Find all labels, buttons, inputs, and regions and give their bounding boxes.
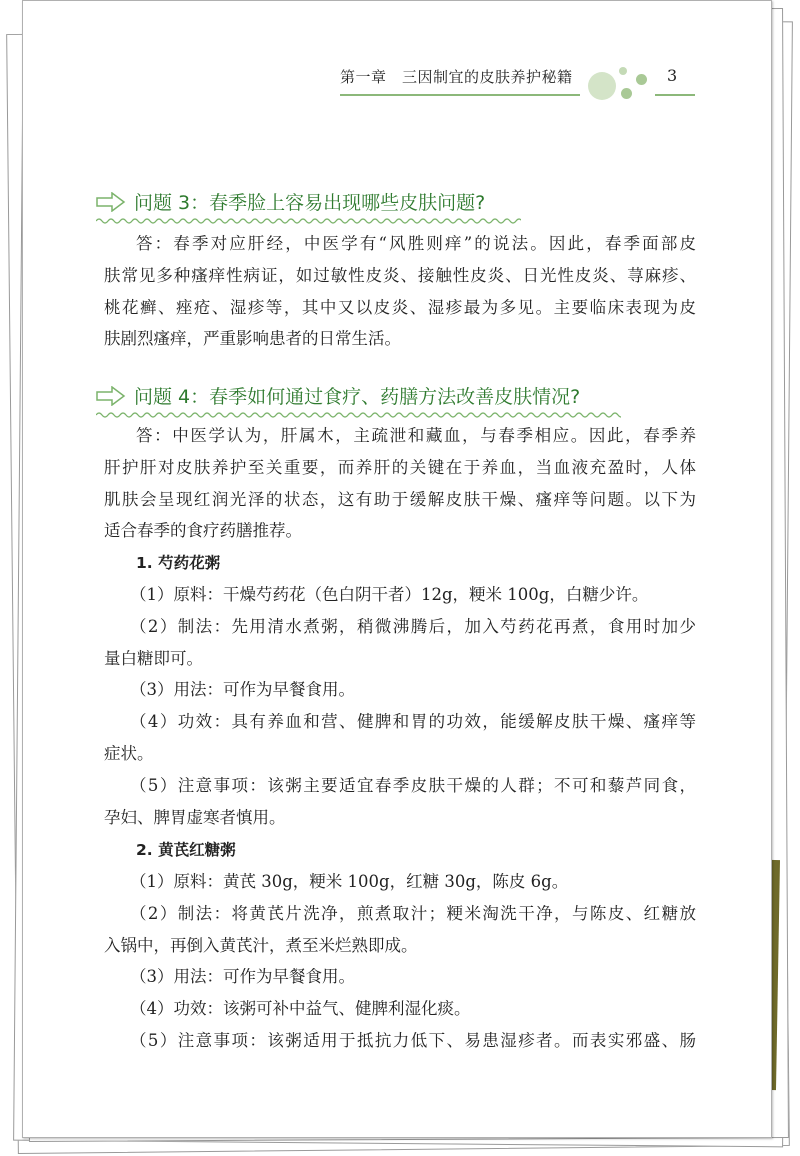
text-line: （2）制法：将黄芪片洗净，煎煮取汁；粳米淘洗干净，与陈皮、红糖放 [130,903,696,923]
text-line: （5）注意事项：该粥主要适宜春季皮肤干燥的人群；不可和藜芦同食， [130,775,696,795]
wavy-underline [96,210,521,229]
text-line: 肤常见多种瘙痒性病证，如过敏性皮炎、接触性皮炎、日光性皮炎、荨麻疹、 [104,265,696,285]
text-line: （5）注意事项：该粥适用于抵抗力低下、易患湿疹者。而表实邪盛、肠 [130,1031,696,1050]
text-line: 孕妇、脾胃虚寒者慎用。 [104,807,286,827]
text-line: （1）原料：黄芪 30g，粳米 100g，红糖 30g，陈皮 6g。 [130,872,569,891]
text-line: （4）功效：具有养血和营、健脾和胃的功效，能缓解皮肤干燥、瘙痒等 [130,712,696,732]
running-header: 第一章 三因制宜的皮肤养护秘籍 [340,68,573,86]
wavy-underline [96,404,621,423]
text-line: 肤剧烈瘙痒，严重影响患者的日常生活。 [104,329,401,349]
text-line: 肝护肝对皮肤养护至关重要，而养肝的关键在于养血，当血液充盈时，人体 [104,457,696,477]
text-line: （2）制法：先用清水煮粥，稍微沸腾后，加入芍药花再煮，食用时加少 [130,616,696,636]
text-line: 症状。 [104,744,154,763]
decor-dot [588,72,616,100]
arrow-icon [96,192,126,212]
text-line: （3）用法：可作为早餐食用。 [130,967,355,987]
text-line: 量白糖即可。 [104,648,203,668]
decor-dot [621,88,632,99]
decor-dot [636,74,647,85]
page-number: 3 [667,66,678,85]
text-line: （1）原料：干燥芍药花（色白阴干者）12g，粳米 100g，白糖少许。 [130,585,649,604]
text-line: 适合春季的食疗药膳推荐。 [104,521,302,541]
header-rule [340,94,580,96]
text-line: （4）功效：该粥可补中益气、健脾利湿化痰。 [130,999,471,1019]
text-line: 桃花癣、痤疮、湿疹等，其中又以皮炎、湿疹最为多见。主要临床表现为皮 [104,297,696,317]
text-line: 肌肤会呈现红润光泽的状态，这有助于缓解皮肤干燥、瘙痒等问题。以下为 [104,489,696,509]
text-line: （3）用法：可作为早餐食用。 [130,680,355,700]
text-line: 答：中医学认为，肝属木，主疏泄和藏血，与春季相应。因此，春季养 [136,426,696,445]
recipe-title: 1. 芍药花粥 [136,554,221,572]
header-rule [655,94,695,96]
text-line: 入锅中，再倒入黄芪汁，煮至米烂熟即成。 [104,935,418,955]
recipe-title: 2. 黄芪红糖粥 [136,841,236,859]
text-line: 答：春季对应肝经，中医学有“风胜则痒”的说法。因此，春季面部皮 [136,234,696,253]
arrow-icon [96,386,126,406]
decor-dot [619,67,627,75]
question-title: 问题 4：春季如何通过食疗、药膳方法改善皮肤情况? [134,386,581,408]
question-title: 问题 3：春季脸上容易出现哪些皮肤问题? [134,192,486,214]
